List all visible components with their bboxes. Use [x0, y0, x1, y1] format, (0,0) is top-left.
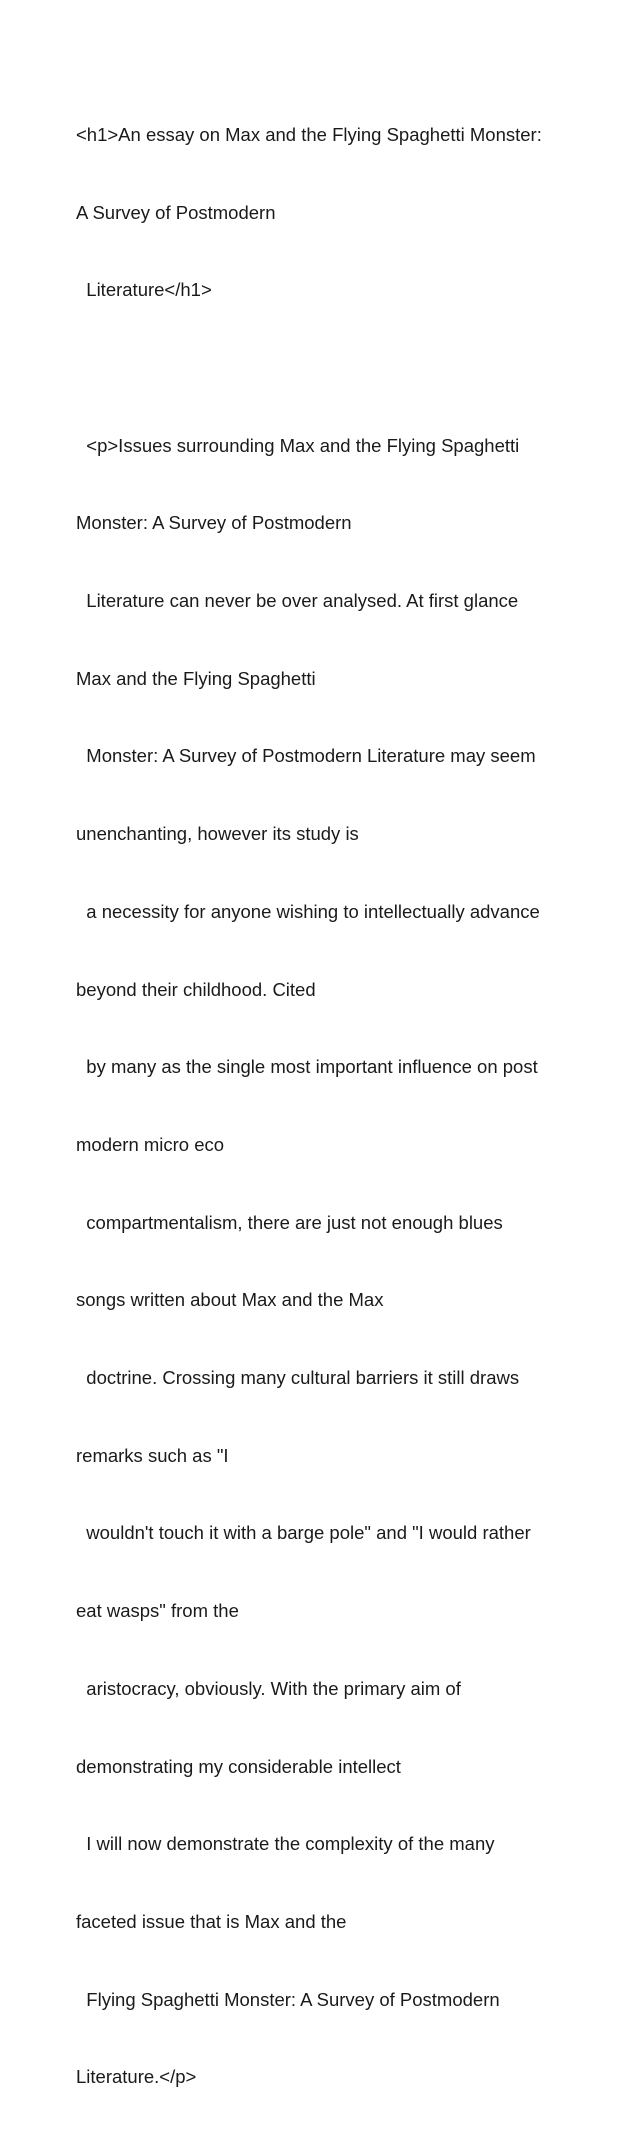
- paragraph-line: aristocracy, obviously. With the primary aim of: [76, 1677, 461, 1699]
- paragraph-line: eat wasps" from the: [76, 1600, 239, 1622]
- blank-line: [76, 355, 616, 381]
- paragraph-line: Literature can never be over analysed. At first glance: [76, 590, 519, 612]
- heading-line: A Survey of Postmodern: [76, 201, 276, 223]
- paragraph-line: demonstrating my considerable intellect: [76, 1755, 401, 1777]
- heading-line: Literature</h1>: [76, 279, 212, 301]
- paragraph-line: doctrine. Crossing many cultural barriers it still draws: [76, 1367, 520, 1389]
- paragraph-line: <p>Issues surrounding Max and the Flying Spaghetti: [76, 434, 520, 456]
- paragraph-line: a necessity for anyone wishing to intellectually advance: [76, 900, 540, 922]
- paragraph-line: Flying Spaghetti Monster: A Survey of Postmodern: [76, 1988, 500, 2010]
- paragraph-line: unenchanting, however its study is: [76, 823, 359, 845]
- paragraph-line: Max and the Flying Spaghetti: [76, 667, 316, 689]
- paragraph-line: I will now demonstrate the complexity of the many: [76, 1833, 495, 1855]
- paragraph-line: Literature.</p>: [76, 2066, 197, 2088]
- paragraph-line: faceted issue that is Max and the: [76, 1910, 347, 1932]
- paragraph-line: compartmentalism, there are just not enough blues: [76, 1211, 503, 1233]
- heading-line: <h1>An essay on Max and the Flying Spaghetti Monster:: [76, 123, 542, 145]
- paragraph-line: Monster: A Survey of Postmodern: [76, 512, 352, 534]
- paragraph-line: by many as the single most important influence on post: [76, 1056, 538, 1078]
- paragraph-line: beyond their childhood. Cited: [76, 978, 316, 1000]
- paragraph-line: Monster: A Survey of Postmodern Literature may seem: [76, 745, 536, 767]
- paragraph-line: wouldn't touch it with a barge pole" and "I would rather: [76, 1522, 531, 1544]
- document-text: [76, 70, 616, 2142]
- paragraph-line: songs written about Max and the Max: [76, 1289, 384, 1311]
- paragraph-line: remarks such as "I: [76, 1444, 229, 1466]
- paragraph-line: modern micro eco: [76, 1133, 225, 1155]
